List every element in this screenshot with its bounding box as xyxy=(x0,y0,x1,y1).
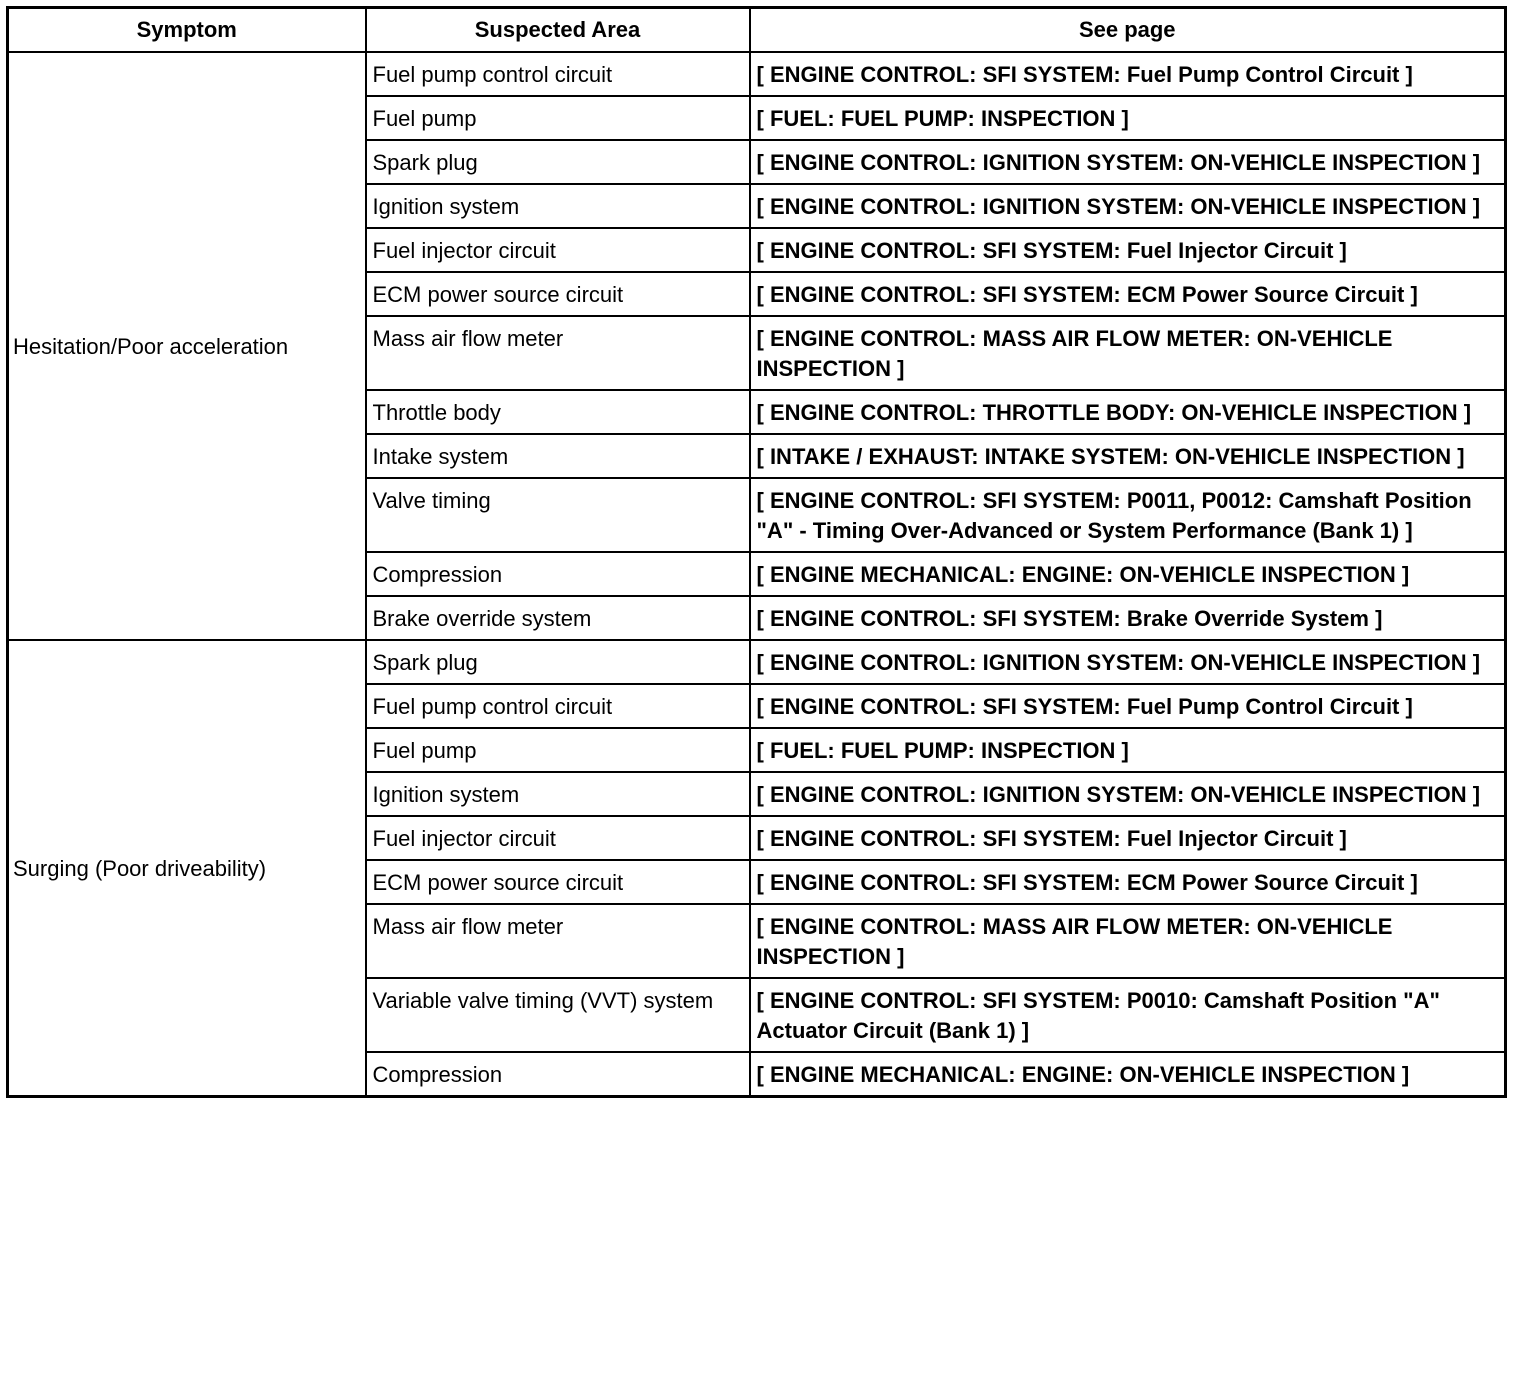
suspected-area-cell: Spark plug xyxy=(366,640,750,684)
see-page-link[interactable]: [ ENGINE CONTROL: SFI SYSTEM: ECM Power Source Circuit ] xyxy=(750,860,1506,904)
table-row xyxy=(8,640,1506,684)
suspected-area-cell: Variable valve timing (VVT) system xyxy=(366,978,750,1052)
see-page-link[interactable]: [ ENGINE CONTROL: SFI SYSTEM: Fuel Pump Control Circuit ] xyxy=(750,684,1506,728)
see-page-link[interactable]: [ ENGINE CONTROL: IGNITION SYSTEM: ON-VEHICLE INSPECTION ] xyxy=(750,140,1506,184)
suspected-area-cell: Valve timing xyxy=(366,478,750,552)
suspected-area-cell: Fuel pump control circuit xyxy=(366,52,750,96)
see-page-link[interactable]: [ ENGINE CONTROL: THROTTLE BODY: ON-VEHICLE INSPECTION ] xyxy=(750,390,1506,434)
header-row xyxy=(8,8,1506,53)
see-page-link[interactable]: [ ENGINE CONTROL: SFI SYSTEM: ECM Power Source Circuit ] xyxy=(750,272,1506,316)
symptom-cell: Surging (Poor driveability) xyxy=(8,640,366,1097)
suspected-area-cell: Fuel injector circuit xyxy=(366,816,750,860)
symptom-table xyxy=(6,6,1507,1098)
suspected-area-cell: Ignition system xyxy=(366,184,750,228)
suspected-area-cell: Fuel pump control circuit xyxy=(366,684,750,728)
suspected-area-cell: Spark plug xyxy=(366,140,750,184)
see-page-link[interactable]: [ ENGINE MECHANICAL: ENGINE: ON-VEHICLE INSPECTION ] xyxy=(750,1052,1506,1097)
suspected-area-cell: Mass air flow meter xyxy=(366,316,750,390)
suspected-area-cell: Mass air flow meter xyxy=(366,904,750,978)
see-page-link[interactable]: [ INTAKE / EXHAUST: INTAKE SYSTEM: ON-VEHICLE INSPECTION ] xyxy=(750,434,1506,478)
suspected-area-cell: Compression xyxy=(366,1052,750,1097)
see-page-link[interactable]: [ ENGINE CONTROL: SFI SYSTEM: Fuel Injector Circuit ] xyxy=(750,816,1506,860)
header-suspected-area: Suspected Area xyxy=(366,8,750,53)
see-page-link[interactable]: [ ENGINE CONTROL: SFI SYSTEM: P0011, P0012: Camshaft Position "A" - Timing Over-Advanced or System Performance (Bank 1) ] xyxy=(750,478,1506,552)
suspected-area-cell: Fuel injector circuit xyxy=(366,228,750,272)
see-page-link[interactable]: [ ENGINE CONTROL: MASS AIR FLOW METER: ON-VEHICLE INSPECTION ] xyxy=(750,316,1506,390)
suspected-area-cell: ECM power source circuit xyxy=(366,860,750,904)
table-row xyxy=(8,52,1506,96)
see-page-link[interactable]: [ ENGINE CONTROL: IGNITION SYSTEM: ON-VEHICLE INSPECTION ] xyxy=(750,184,1506,228)
see-page-link[interactable]: [ ENGINE CONTROL: SFI SYSTEM: Fuel Pump Control Circuit ] xyxy=(750,52,1506,96)
suspected-area-cell: Throttle body xyxy=(366,390,750,434)
suspected-area-cell: Compression xyxy=(366,552,750,596)
suspected-area-cell: Fuel pump xyxy=(366,728,750,772)
header-symptom: Symptom xyxy=(8,8,366,53)
see-page-link[interactable]: [ ENGINE CONTROL: SFI SYSTEM: Brake Override System ] xyxy=(750,596,1506,640)
see-page-link[interactable]: [ ENGINE CONTROL: IGNITION SYSTEM: ON-VEHICLE INSPECTION ] xyxy=(750,772,1506,816)
suspected-area-cell: Ignition system xyxy=(366,772,750,816)
header-see-page: See page xyxy=(750,8,1506,53)
table-body xyxy=(8,52,1506,1097)
see-page-link[interactable]: [ ENGINE CONTROL: IGNITION SYSTEM: ON-VEHICLE INSPECTION ] xyxy=(750,640,1506,684)
see-page-link[interactable]: [ ENGINE CONTROL: SFI SYSTEM: P0010: Camshaft Position "A" Actuator Circuit (Bank 1) ] xyxy=(750,978,1506,1052)
suspected-area-cell: Fuel pump xyxy=(366,96,750,140)
suspected-area-cell: Brake override system xyxy=(366,596,750,640)
see-page-link[interactable]: [ FUEL: FUEL PUMP: INSPECTION ] xyxy=(750,96,1506,140)
suspected-area-cell: ECM power source circuit xyxy=(366,272,750,316)
see-page-link[interactable]: [ ENGINE MECHANICAL: ENGINE: ON-VEHICLE INSPECTION ] xyxy=(750,552,1506,596)
see-page-link[interactable]: [ FUEL: FUEL PUMP: INSPECTION ] xyxy=(750,728,1506,772)
see-page-link[interactable]: [ ENGINE CONTROL: MASS AIR FLOW METER: ON-VEHICLE INSPECTION ] xyxy=(750,904,1506,978)
symptom-cell: Hesitation/Poor acceleration xyxy=(8,52,366,640)
see-page-link[interactable]: [ ENGINE CONTROL: SFI SYSTEM: Fuel Injector Circuit ] xyxy=(750,228,1506,272)
suspected-area-cell: Intake system xyxy=(366,434,750,478)
